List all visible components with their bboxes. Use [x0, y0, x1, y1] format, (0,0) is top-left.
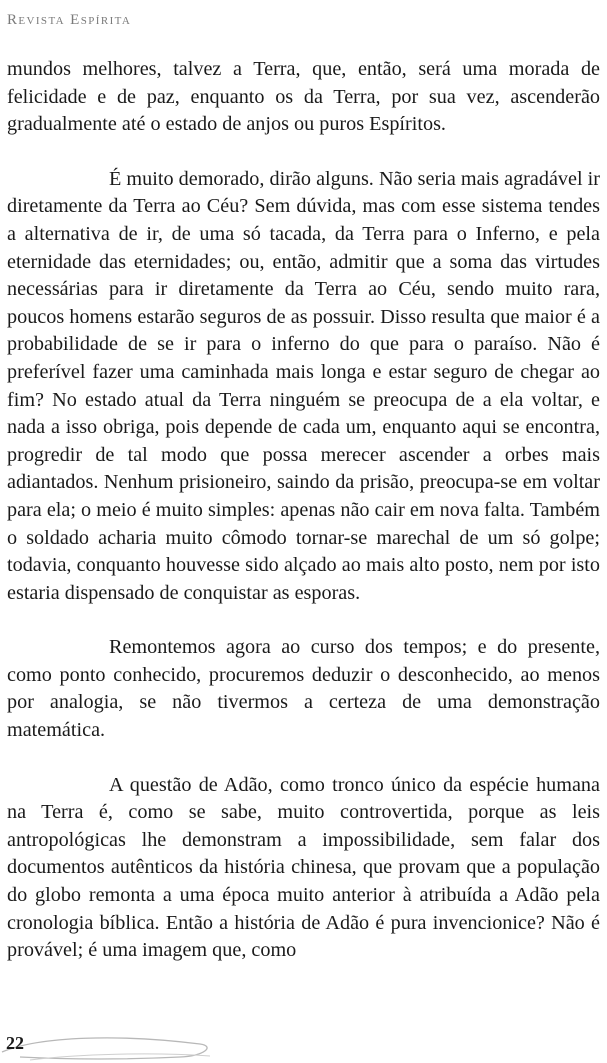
running-header — [7, 12, 131, 29]
page-number: 22 — [6, 1033, 24, 1053]
running-header-title: Revista Espírita — [7, 12, 132, 28]
page-body — [7, 56, 600, 965]
paragraph-continuation: mundos melhores, talvez a Terra, que, então, será uma morada de felicidade e de paz, enquanto os da Terra, por sua vez, ascenderão gradualmente até o estado de anjos ou puros Espíritos. — [7, 58, 600, 136]
paragraph-heaven-and-earth: É muito demorado, dirão alguns. Não seria mais agradável ir diretamente da Terra ao Céu? Sem dúvida, mas com esse sistema tendes a alternativa de ir, de uma só tacada, da Terra para o Inferno, e pela eternidade das eternidades; ou, então, admitir que a soma das virtudes necessárias para ir diretamente da Terra ao Céu, sendo muito rara, poucos homens estarão seguros de as possuir. Disso resulta que maior é a probabilidade de se ir para o inferno do que para o paraíso. Não é preferível fazer uma caminhada mais longa e estar seguro de chegar ao fim? No estado atual da Terra ninguém se preocupa de a ela voltar, e nada a isso obriga, pois depende de cada um, enquanto aqui se encontra, progredir de tal modo que possa merecer ascender a orbes mais adiantados. Nenhum prisioneiro, saindo da prisão, preocupa-se em voltar para ela; o meio é muito simples: apenas não cair em nova falta. Também o soldado acharia muito cômodo tornar-se marechal de um só golpe; todavia, conquanto houvesse sido alçado ao mais alto posto, nem por isto estaria dispensado de conquistar as esporas. — [7, 167, 600, 604]
paragraph-gap — [7, 139, 600, 166]
paragraph-course-of-time: Remontemos agora ao curso dos tempos; e do presente, como ponto conhecido, procuremos deduzir o desconhecido, ao menos por analogia, se não tivermos a certeza de uma demonstração matemática. — [7, 636, 600, 742]
paragraph-question-of-adam: A questão de Adão, como tronco único da espécie humana na Terra é, como se sabe, muito controvertida, porque as leis antropológicas lhe demonstram a impossibilidade, sem falar dos documentos autênticos da história chinesa, que provam que a população do globo remonta a uma época muito anterior à atribuída a Adão pela cronologia bíblica. Então a história de Adão é pura invencionice? Não é provável; é uma imagem que, como — [7, 773, 600, 962]
footer-swoosh-ornament — [0, 1030, 240, 1063]
paragraph-gap — [7, 607, 600, 634]
paragraph-gap — [7, 745, 600, 772]
